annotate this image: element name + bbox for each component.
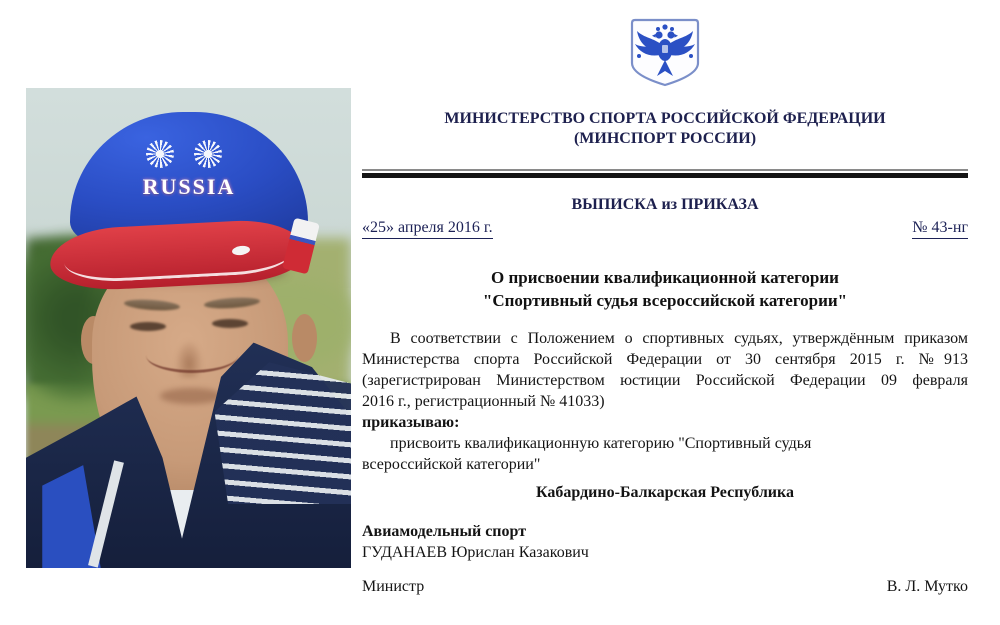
document-type-title: ВЫПИСКА из ПРИКАЗА [571,196,759,213]
portrait-shirt [26,323,351,568]
order-subject [362,266,968,312]
portrait-photo [26,88,351,568]
body-line: В соответствии с Положением о спортивных судьях, утверждённым приказом [390,330,968,347]
date-number-row [362,219,968,239]
cap-eagle-ornament-icon [194,140,222,168]
signature-row [362,578,968,596]
person-name: ГУДАНАЕВ Юрислан Казакович [362,544,589,561]
russia-coat-of-arms-icon [628,17,702,88]
ministry-heading [362,109,968,149]
region-name: Кабардино-Балкарская Республика [536,484,794,501]
signature-title: Министр [362,578,425,595]
order-line: присвоить квалификационную категорию "Спортивный судья [390,435,812,452]
body-line: (зарегистрирован Министерством юстиции Российской Федерации 09 февраля [362,372,968,389]
order-verb: приказываю: [362,414,460,431]
ministry-line1: МИНИСТЕРСТВО СПОРТА РОССИЙСКОЙ ФЕДЕРАЦИИ [444,110,886,127]
signature-name: В. Л. Мутко [886,578,968,595]
sport-name: Авиамодельный спорт [362,523,527,540]
header-divider [362,169,968,179]
order-number: № 43-нг [912,219,968,239]
body-line: Министерства спорта Российской Федерации от 30 сентября 2015 г. №913 [362,351,968,368]
subject-line1: О присвоении квалификационной категории [491,268,839,287]
cap-eagle-ornament-icon [146,140,174,168]
order-body [362,328,968,475]
order-date: «25» апреля 2016 г. [362,219,493,239]
body-line: 2016 г., регистрационный № 41033) [362,393,605,410]
subject-line2: "Спортивный судья всероссийской категории" [482,291,848,310]
ministry-line2: (МИНСПОРТ РОССИИ) [573,130,757,147]
cap-text: RUSSIA [142,174,236,199]
order-document [362,0,968,625]
order-line: всероссийской категории" [362,456,541,473]
